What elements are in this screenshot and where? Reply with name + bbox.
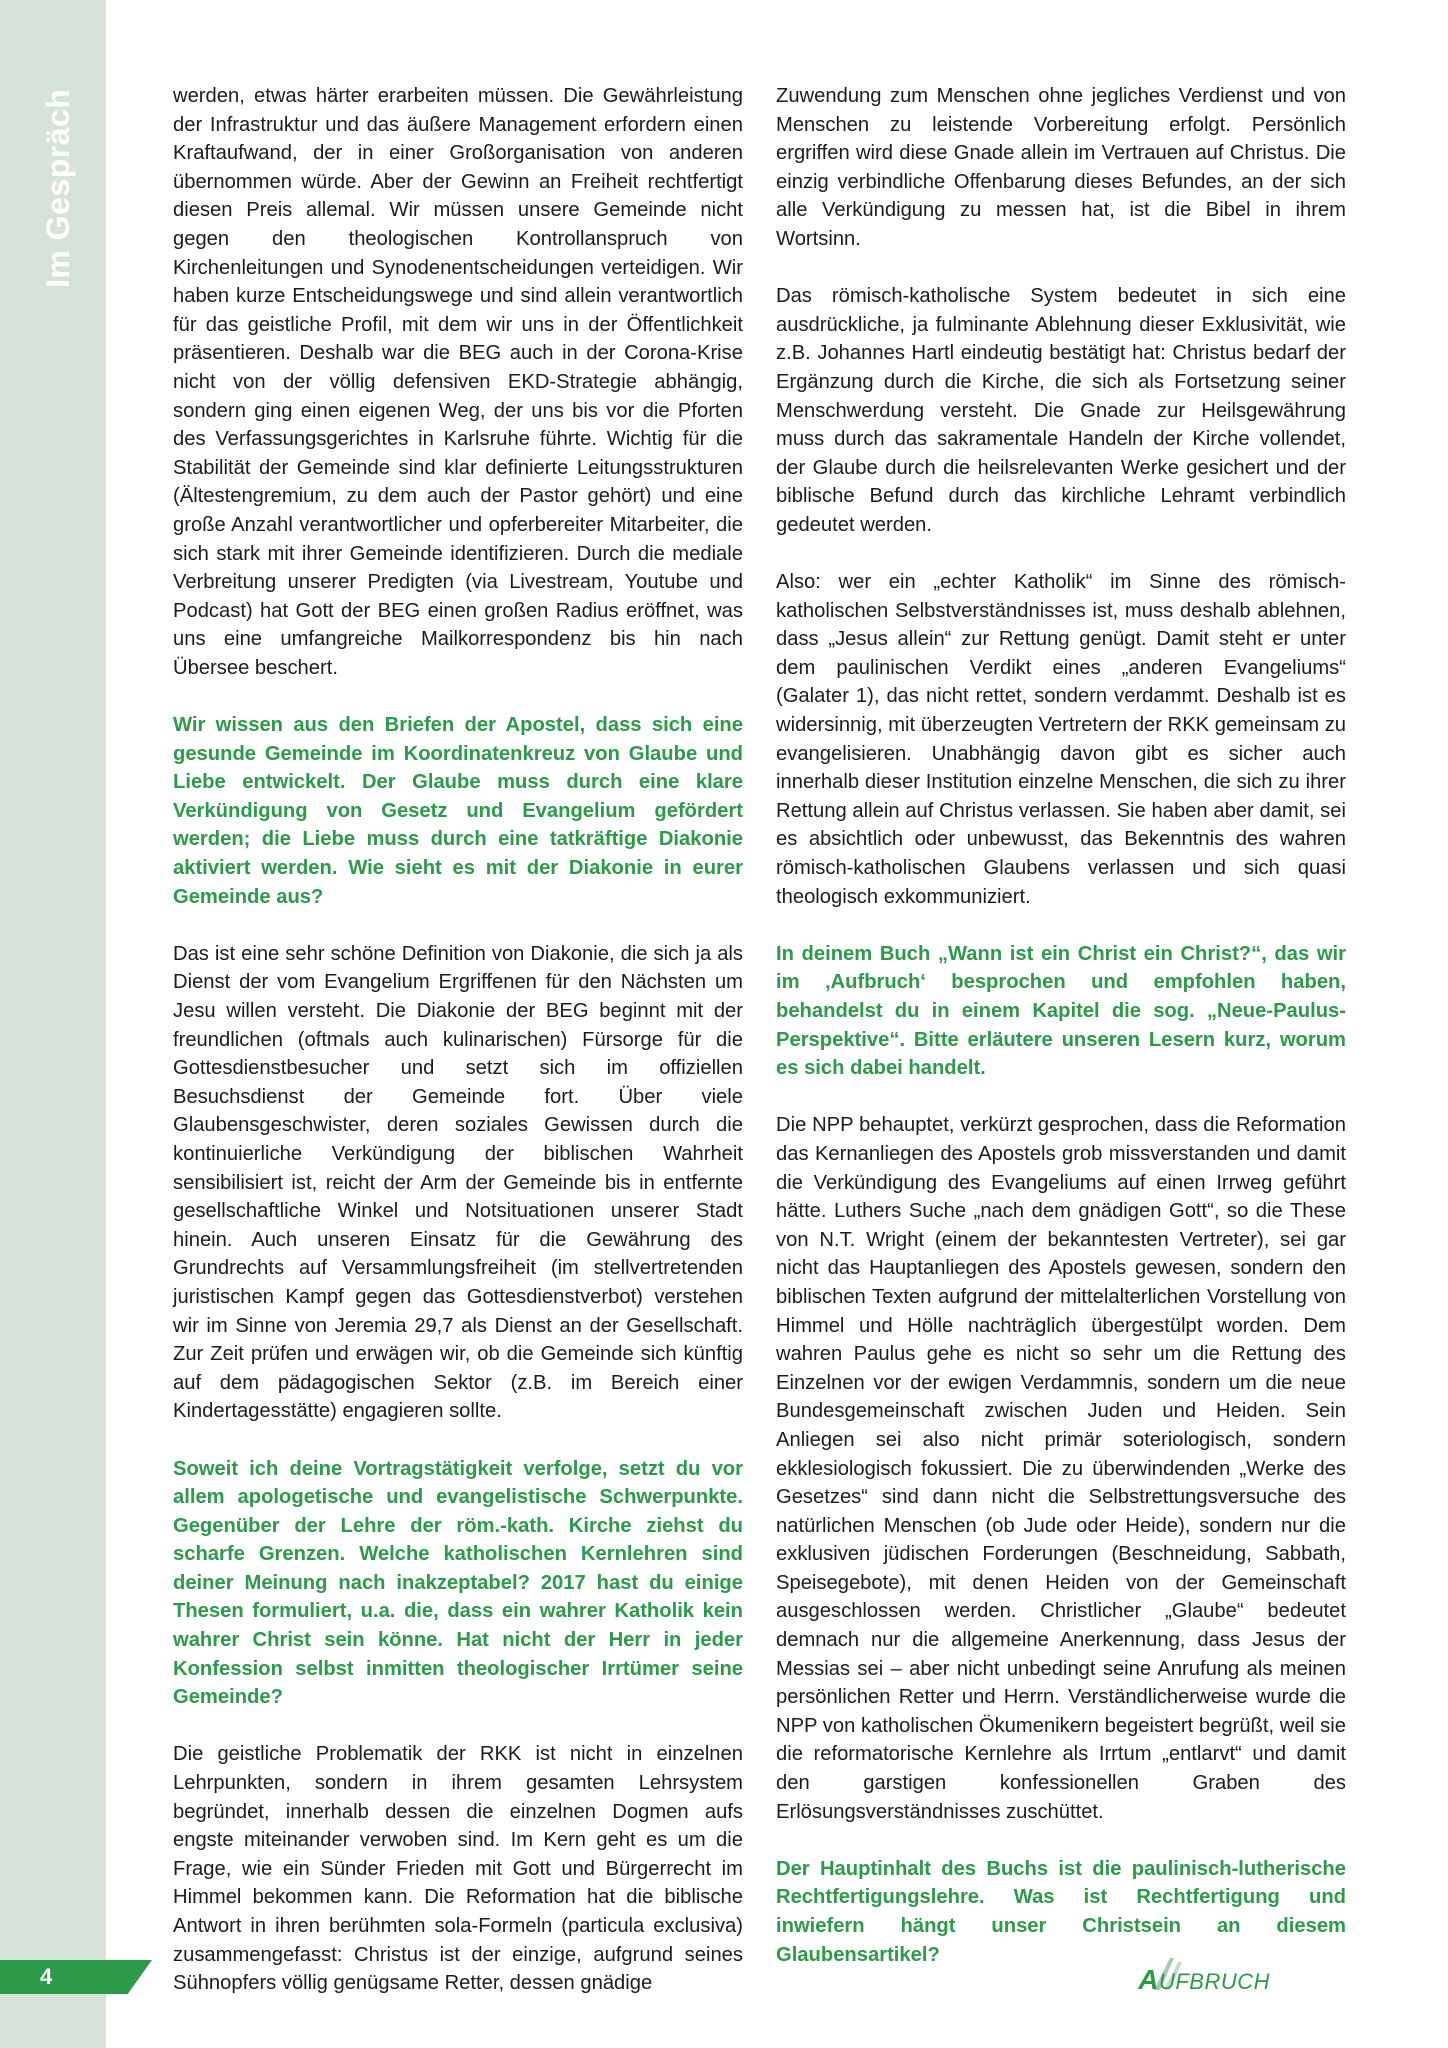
logo-initial: A bbox=[1138, 1964, 1159, 1995]
paragraph: Die geistliche Problematik der RKK ist nicht in einzelnen Lehrpunkten, sondern in ihrem gesamten Lehrsystem begründet, innerhalb dessen die einzelnen Dogmen aufs engste miteinander verwoben sind. Im Kern geht es um die Frage, wie ein Sünder Frieden mit Gott und Bürgerrecht im Himmel bekommen kann. Die Reformation hat die biblische Antwort in ihren berühmten sola-Formeln (particula exclusiva) zusammengefasst: Christus ist der einzige, aufgrund seines Sühnopfers völlig genügsame Retter, dessen gnädige bbox=[173, 1743, 743, 1995]
publication-logo bbox=[1138, 1964, 1270, 1996]
page-number-bar bbox=[0, 1960, 152, 1994]
interview-question: Soweit ich deine Vortragstätigkeit verfolge, setzt du vor allem apologetische und evangelistische Schwerpunkte. Gegenüber der Lehre der röm.-kath. Kirche ziehst du scharfe Grenzen. Welche katholischen Kernlehren sind deiner Meinung nach inakzeptabel? 2017 hast du einige Thesen formuliert, u.a. die, dass ein wahrer Katholik kein wahrer Christ sein könne. Hat nicht der Herr in jeder Konfession selbst inmitten theologischer Irrtümer seine Gemeinde? bbox=[173, 1457, 743, 1709]
paragraph: Also: wer ein „echter Katholik“ im Sinne des römisch-katholischen Selbstverständnisses ist, muss deshalb ablehnen, dass „Jesus allein“ zur Rettung genügt. Damit steht er unter dem paulinischen Verdikt eines „anderen Evangeliums“ (Galater 1), das nicht rettet, sondern verdammt. Deshalb ist es widersinnig, mit überzeugten Vertretern der RKK gemeinsam zu evangelisieren. Unabhängig davon gibt es sicher auch innerhalb dieser Institution einzelne Menschen, die sich zu ihrer Rettung allein auf Christus verlassen. Sie haben aber damit, sei es absichtlich oder unbewusst, das Bekenntnis des wahren römisch-katholischen Glaubens verlassen und sich quasi theologisch exkommuniziert. bbox=[776, 571, 1347, 908]
paragraph: Die NPP behauptet, verkürzt gesprochen, dass die Reformation das Kernanliegen des Apostels grob missverstanden und damit die Verkündigung des Evangeliums auf einen Irrweg geführt hätte. Luthers Suche „nach dem gnädigen Gott“, so die These von N.T. Wright (einem der bekanntesten Vertreter), sei gar nicht das Hauptanliegen des Apostels gewesen, sondern den biblischen Texten aufgrund der mittelalterlichen Vorstellung von Himmel und Hölle nachträglich übergestülpt worden. Dem wahren Paulus gehe es nicht so sehr um die Rettung des Einzelnen vor der ewigen Verdammnis, sondern um die neue Bundesgemeinschaft zwischen Juden und Heiden. Sein Anliegen sei also nicht primär soteriologisch, sondern ekklesiologisch fokussiert. Die zu überwindenden „Werke des Gesetzes“ sind dann nicht die Selbstrettungsversuche des natürlichen Menschen (ob Jude oder Heide), sondern nur die exklusiven jüdischen Forderungen (Beschneidung, Sabbath, Speisegebote), mit denen Heiden von der Gemeinschaft ausgeschlossen werden. Christlicher „Glaube“ bedeutet demnach nur die allgemeine Anerkennung, dass Jesus der Messias sei – aber nicht unbedingt seine Anrufung als meinen persönlichen Retter und Herrn. Verständlicherweise wurde die NPP von katholischen Ökumenikern begeistert begrüßt, weil sie die reformatorische Kernlehre als Irrtum „entlarvt“ und damit den garstigen konfessionellen Graben des Erlösungsverständnisses zuschüttet. bbox=[776, 1114, 1346, 1823]
interview-question: In deinem Buch „Wann ist ein Christ ein Christ?“, das wir im ‚Aufbruch‘ besprochen und empfohlen haben, behandelst du in einem Kapitel die sog. „Neue-Paulus-Perspektive“. Bitte erläutere unseren Lesern kurz, worum es sich dabei handelt. bbox=[776, 942, 1346, 1080]
paragraph: werden, etwas härter erarbeiten müssen. Die Gewährleistung der Infrastruktur und das äußere Management erfordern einen Kraftaufwand, der in einer Großorganisation von anderen übernommen würde. Aber der Gewinn an Freiheit rechtfertigt diesen Preis allemal. Wir müssen unsere Gemeinde nicht gegen den theologischen Kontrollanspruch von Kirchenleitungen und Synodenentscheidungen verteidigen. Wir haben kurze Entscheidungswege und sind allein verantwortlich für das geistliche Profil, mit dem wir uns in der Öffentlichkeit präsentieren. Deshalb war die BEG auch in der Corona-Krise nicht von der völlig defensiven EKD-Strategie abhängig, sondern ging einen eigenen Weg, der uns bis vor die Pforten des Verfassungsgerichtes in Karlsruhe führte. Wichtig für die Stabilität der Gemeinde sind klar definierte Leitungsstrukturen (Ältestengremium, zu dem auch der Pastor gehört) und eine große Anzahl verantwortlicher und opferbereiter Mitarbeiter, die sich stark mit ihrer Gemeinde identifizieren. Durch die mediale Verbreitung unserer Predigten (via Livestream, Youtube und Podcast) hat Gott der BEG einen großen Radius eröffnet, was uns eine umfangreiche Mailkorrespondenz bis hin nach Übersee beschert. bbox=[173, 85, 743, 679]
interview-question: Wir wissen aus den Briefen der Apostel, dass sich eine gesunde Gemeinde im Koordinatenkreuz von Glaube und Liebe entwickelt. Der Glaube muss durch eine klare Verkündigung von Gesetz und Evangelium gefördert werden; die Liebe muss durch eine tatkräftige Diakonie aktiviert werden. Wie sieht es mit der Diakonie in eurer Gemeinde aus? bbox=[173, 714, 743, 908]
paragraph: Zuwendung zum Menschen ohne jegliches Verdienst und von Menschen zu leistende Vorbereitung erfolgt. Persönlich ergriffen wird diese Gnade allein im Vertrauen auf Christus. Die einzig verbindliche Offenbarung dieses Befundes, an der sich alle Verkündigung zu messen hat, ist die Bibel in ihrem Wortsinn. bbox=[776, 85, 1346, 250]
logo-text: UFBRUCH bbox=[1158, 1969, 1270, 1994]
left-column bbox=[173, 82, 743, 2026]
interview-question: Der Hauptinhalt des Buchs ist die paulinisch-lutherische Rechtfertigungslehre. Was ist Rechtfertigung und inwiefern hängt unser Christsein an diesem Glaubensartikel? bbox=[776, 1857, 1346, 1966]
section-label: Im Gespräch bbox=[40, 88, 76, 288]
page-number: 4 bbox=[40, 1964, 53, 1989]
paragraph: Das ist eine sehr schöne Definition von Diakonie, die sich ja als Dienst der vom Evangelium Ergriffenen für den Nächsten um Jesu willen versteht. Die Diakonie der BEG beginnt mit der freundlichen (oftmals auch kulinarischen) Fürsorge für die Gottesdienstbesucher und setzt sich im offiziellen Besuchsdienst der Gemeinde fort. Über viele Glaubensgeschwister, deren soziales Gewissen durch die kontinuierliche Verkündigung der biblischen Wahrheit sensibilisiert ist, reicht der Arm der Gemeinde bis in entfernte gesellschaftliche Winkel und Notsituationen unserer Stadt hinein. Auch unseren Einsatz für die Gewährung des Grundrechts auf Versammlungsfreiheit (im stellvertretenden juristischen Kampf gegen das Gottesdienstverbot) verstehen wir im Sinne von Jeremia 29,7 als Dienst an der Gesellschaft. Zur Zeit prüfen und erwägen wir, ob die Gemeinde sich künftig auf dem pädagogischen Sektor (z.B. im Bereich einer Kindertagesstätte) engagieren sollte. bbox=[173, 942, 743, 1423]
right-column bbox=[776, 82, 1346, 1998]
paragraph: Das römisch-katholische System bedeutet in sich eine ausdrückliche, ja fulminante Ablehnung dieser Exklusivität, wie z.B. Johannes Hartl eindeutig bestätigt hat: Christus bedarf der Ergänzung durch die Kirche, die sich als Fortsetzung seiner Menschwerdung versteht. Die Gnade zur Heilsgewährung muss durch das sakramentale Handeln der Kirche vollendet, der Glaube durch die heilsrelevanten Werke gesichert und der biblische Befund durch das kirchliche Lehramt verbindlich gedeutet werden. bbox=[776, 285, 1346, 536]
sidebar-strip bbox=[0, 0, 106, 2048]
